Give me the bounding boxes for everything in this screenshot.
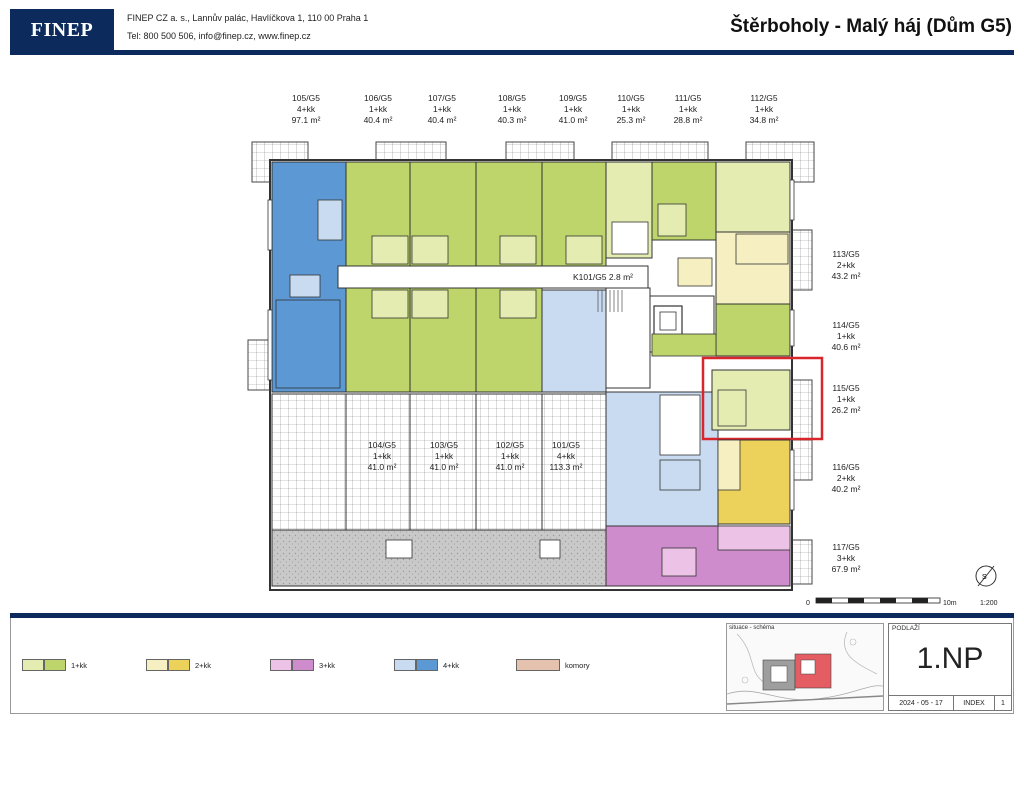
unit-106-bath [372, 236, 408, 264]
unit-102-bath [500, 290, 536, 318]
unit-101-bath [660, 460, 700, 490]
legend-swatch [516, 659, 560, 671]
unit-116-room [718, 440, 740, 490]
unit-104-bath [372, 290, 408, 318]
scale-end: 10m [943, 600, 957, 607]
company-address: FINEP CZ a. s., Lannův palác, Havlíčkova 1, 110 00 Praha 1 [127, 13, 369, 23]
revision-date: 2024 - 05 - 17 [889, 696, 954, 710]
legend-1kk [22, 659, 87, 671]
legend-3kk [270, 659, 335, 671]
north-arrow-icon [976, 566, 996, 586]
unit-115-bath [718, 390, 746, 426]
unit-103-bath [412, 290, 448, 318]
legend-swatch [292, 659, 314, 671]
storage-k101-label: K101/G5 2.8 m² [572, 272, 633, 282]
unit-103-label: 103/G5 1+kk 41.0 m² [429, 440, 459, 472]
unit-111-label: 111/G5 1+kk 28.8 m² [673, 93, 703, 125]
unit-117-room [718, 526, 790, 550]
unit-114-label: 114/G5 1+kk 40.6 m² [831, 320, 861, 352]
skylight [540, 540, 560, 558]
unit-105-bath [290, 275, 320, 297]
floor-value: 1.NP [916, 642, 984, 675]
unit-112-label: 112/G5 1+kk 34.8 m² [749, 93, 779, 125]
unit-114 [652, 334, 716, 356]
legend-swatch [270, 659, 292, 671]
legend-label: 2+kk [195, 660, 212, 670]
legend-label: 3+kk [319, 660, 336, 670]
unit-105-bath [318, 200, 342, 240]
legend-4kk [394, 659, 459, 671]
floor-caption: PODLAŽÍ [892, 625, 920, 632]
floor-footer [889, 695, 1011, 710]
unit-113-bath [678, 258, 712, 286]
unit-112 [716, 162, 790, 232]
legend-swatch [168, 659, 190, 671]
legend-swatch [44, 659, 66, 671]
floor-indicator [888, 623, 1012, 711]
unit-105-label: 105/G5 4+kk 97.1 m² [291, 93, 321, 125]
index-label: INDEX [954, 696, 995, 710]
page-title: Štěrboholy - Malý háj (Dům G5) [730, 16, 1012, 37]
unit-101-label: 101/G5 4+kk 113.3 m² [549, 440, 583, 472]
skylight [386, 540, 412, 558]
unit-110-label: 110/G5 1+kk 25.3 m² [616, 93, 646, 125]
balcony [792, 540, 812, 584]
situation-label: situace - schéma [729, 625, 775, 631]
unit-108-label: 108/G5 1+kk 40.3 m² [497, 93, 527, 125]
company-contact: Tel: 800 500 506, info@finep.cz, www.finep.cz [127, 31, 311, 41]
balcony [792, 230, 812, 290]
unit-110-bath [612, 222, 648, 254]
unit-105-room [276, 300, 340, 388]
legend-2kk [146, 659, 211, 671]
svg-text:S: S [982, 574, 987, 581]
unit-115-label: 115/G5 1+kk 26.2 m² [831, 383, 861, 415]
unit-117-label: 117/G5 3+kk 67.9 m² [831, 542, 861, 574]
situation-schema [726, 623, 884, 711]
unit-108-bath [500, 236, 536, 264]
unit-107-label: 107/G5 1+kk 40.4 m² [427, 93, 457, 125]
legend-label: komory [565, 660, 590, 670]
balcony [792, 440, 812, 480]
unit-106-label: 106/G5 1+kk 40.4 m² [363, 93, 393, 125]
elevator [654, 306, 682, 336]
situation-map [727, 624, 883, 710]
scale-zero: 0 [806, 600, 810, 607]
index-value: 1 [1001, 699, 1005, 707]
legend-label: 1+kk [71, 660, 88, 670]
unit-114 [716, 304, 790, 356]
unit-107-bath [412, 236, 448, 264]
unit-101 [542, 290, 606, 392]
scale-bar [816, 598, 940, 603]
scale-ratio: 1:200 [980, 600, 998, 607]
unit-117-bath [662, 548, 696, 576]
unit-109-bath [566, 236, 602, 264]
legend-swatch [146, 659, 168, 671]
legend-komory [516, 659, 590, 671]
legend-swatch [394, 659, 416, 671]
unit-109-label: 109/G5 1+kk 41.0 m² [558, 93, 588, 125]
unit-113-label: 113/G5 2+kk 43.2 m² [831, 249, 861, 281]
unit-104-label: 104/G5 1+kk 41.0 m² [367, 440, 397, 472]
legend-swatch [22, 659, 44, 671]
unit-102-label: 102/G5 1+kk 41.0 m² [495, 440, 525, 472]
balcony [792, 380, 812, 440]
unit-113-room [736, 234, 788, 264]
corridor [606, 288, 650, 388]
unit-116-label: 116/G5 2+kk 40.2 m² [831, 462, 861, 494]
legend-label: 4+kk [443, 660, 460, 670]
header-divider [10, 50, 1014, 55]
unit-111-bath [658, 204, 686, 236]
legend-swatch [416, 659, 438, 671]
unit-101-bath [660, 395, 700, 455]
finep-logo: FINEP [10, 9, 114, 52]
